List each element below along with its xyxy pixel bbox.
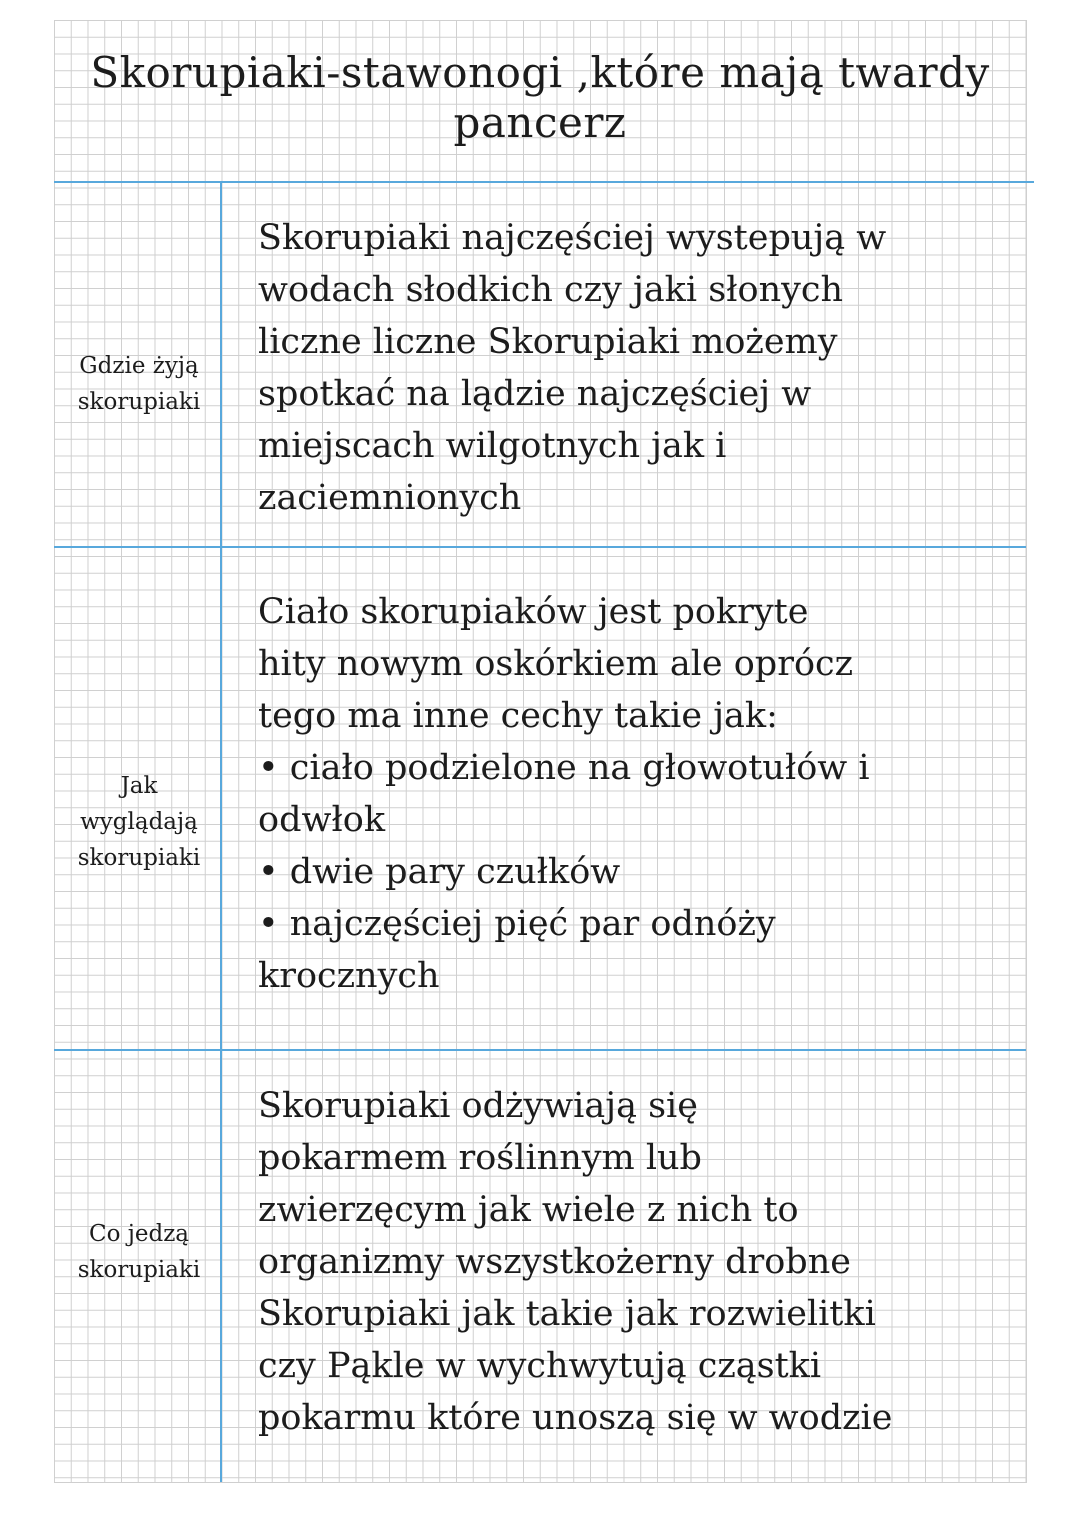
content-line: Skorupiaki najczęściej wystepują w	[258, 218, 887, 258]
content-line: Skorupiaki jak takie jak rozwielitki	[258, 1294, 876, 1334]
content-line: miejscach wilgotnych jak i	[258, 426, 727, 466]
content-line: Skorupiaki odżywiają się	[258, 1086, 698, 1126]
content-line: pokarmu które unoszą się w wodzie	[258, 1398, 893, 1438]
content-line: krocznych	[258, 956, 440, 996]
row-label-line: skorupiaki	[77, 1257, 201, 1283]
content-line: Ciało skorupiaków jest pokryte	[258, 592, 809, 632]
page-title-line-1: Skorupiaki-stawonogi ,które mają twardy	[90, 48, 990, 97]
content-line: liczne liczne Skorupiaki możemy	[258, 322, 838, 362]
content-line: organizmy wszystkożerny drobne	[258, 1242, 851, 1282]
row-label-appearance	[56, 768, 222, 876]
row-content-appearance	[258, 586, 1038, 1002]
row-content-diet	[258, 1080, 1038, 1444]
row-label-line: Gdzie żyją	[79, 353, 199, 379]
row-divider-2	[54, 1049, 1026, 1051]
content-line: czy Pąkle w wychwytują cząstki	[258, 1346, 822, 1386]
row-label-habitat	[56, 348, 222, 420]
row-label-line: skorupiaki	[77, 389, 201, 415]
content-line: wodach słodkich czy jaki słonych	[258, 270, 844, 310]
title-divider	[54, 181, 1034, 183]
content-line: • dwie pary czułków	[258, 852, 621, 892]
content-line: hity nowym oskórkiem ale oprócz	[258, 644, 854, 684]
content-line: zaciemnionych	[258, 478, 522, 518]
row-divider-1	[54, 546, 1026, 548]
content-line: odwłok	[258, 800, 386, 840]
row-label-line: Co jedzą	[88, 1221, 190, 1247]
content-line: • ciało podzielone na głowotułów i	[258, 748, 870, 788]
row-label-diet	[56, 1216, 222, 1288]
page-title-line-2: pancerz	[453, 98, 627, 147]
row-label-line: wyglądają	[80, 809, 198, 835]
row-label-line: skorupiaki	[77, 845, 201, 871]
content-line: • najczęściej pięć par odnóży	[258, 904, 776, 944]
content-line: spotkać na lądzie najczęściej w	[258, 374, 812, 414]
content-line: tego ma inne cechy takie jak:	[258, 696, 778, 736]
row-content-habitat	[258, 212, 1038, 524]
row-label-line: Jak	[120, 773, 158, 799]
content-line: pokarmem roślinnym lub	[258, 1138, 702, 1178]
content-line: zwierzęcym jak wiele z nich to	[258, 1190, 799, 1230]
